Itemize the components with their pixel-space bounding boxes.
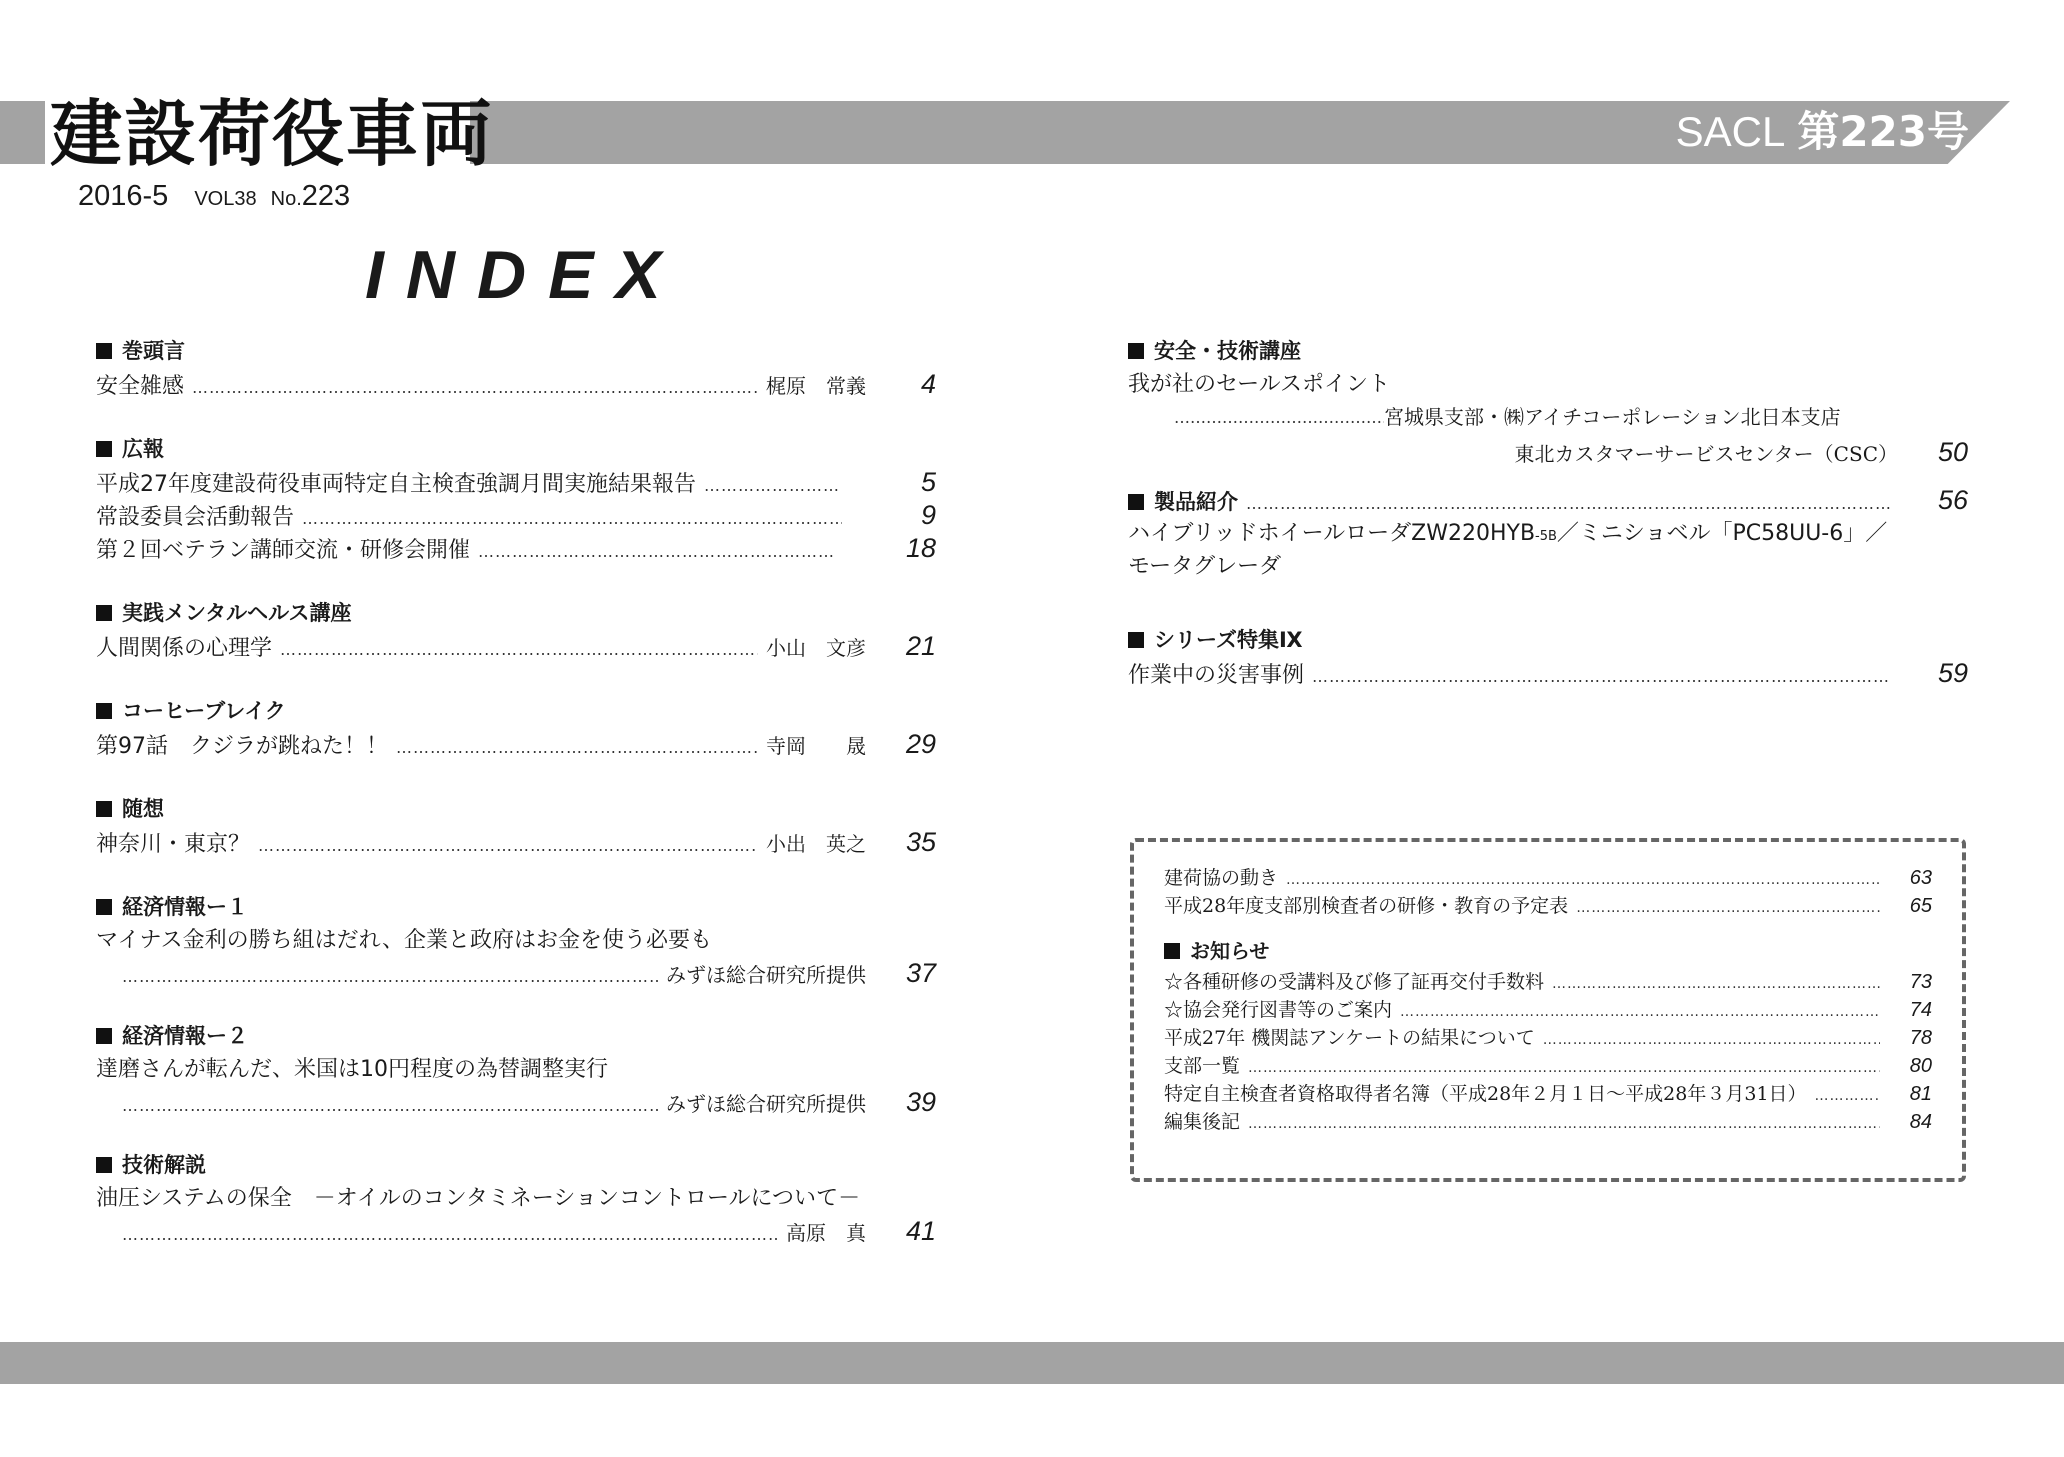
section-products	[1128, 483, 1968, 583]
square-bullet-icon	[96, 605, 112, 621]
square-bullet-icon	[1128, 494, 1144, 510]
section-heading: 経済情報ー１	[96, 890, 936, 924]
section-foreword	[96, 334, 936, 401]
date-line	[78, 178, 350, 217]
left-column	[96, 334, 936, 1248]
box-entry[interactable]: 支部一覧 ………………………………………………………………………………………………………………………………………………………………………………………………………………… 80	[1164, 1052, 1932, 1080]
toc-entry[interactable]: 平成27年度建設荷役車両特定自主検査強調月間実施結果報告 ………………………………………………………………………………………………………………………………………………………………………………………………………………… 5	[96, 466, 936, 499]
toc-entry[interactable]: 神奈川・東京？ ………………………………………………………………………………………………………………………………………………………………………………………………………………… 小出 英之 35	[96, 826, 936, 859]
square-bullet-icon	[96, 1157, 112, 1173]
box-entry[interactable]: ☆各種研修の受講料及び修了証再交付手数料 ………………………………………………………………………………………………………………………………………………………………………………………………………………… 73	[1164, 968, 1932, 996]
square-bullet-icon	[1164, 943, 1180, 959]
section-tech	[96, 1148, 936, 1248]
toc-entry[interactable]: 第２回ベテラン講師交流・研修会開催 ………………………………………………………………………………………………………………………………………………………………………………………………………………… 18	[96, 532, 936, 565]
article-title[interactable]: 我が社のセールスポイント	[1128, 372, 1391, 397]
box-entry[interactable]: ☆協会発行図書等のご案内 ………………………………………………………………………………………………………………………………………………………………………………………………………………… 74	[1164, 996, 1932, 1024]
square-bullet-icon	[96, 343, 112, 359]
section-pr	[96, 432, 936, 565]
volume: VOL38	[194, 188, 257, 210]
box-entry[interactable]: 特定自主検査者資格取得者名簿（平成28年２月１日～平成28年３月31日） ………………………………………………………………………………………………………………………………………………………………………………………………………………… 81	[1164, 1080, 1932, 1108]
toc-entry[interactable]: ………………………………………………………………………………………………………………………………………………………………………………………………………………… みずほ総合研究所提供 37	[96, 957, 936, 990]
toc-entry[interactable]: 製品紹介 ………………………………………………………………………………………………………………………………………………………………………………………………………………… 56	[1128, 483, 1968, 517]
issue-date: 2016-5	[78, 180, 169, 212]
toc-entry[interactable]: 東北カスタマーサービスセンター（CSC） 50	[1514, 437, 1968, 467]
square-bullet-icon	[96, 899, 112, 915]
section-heading: 技術解説	[96, 1148, 936, 1182]
article-title[interactable]: ハイブリッドホイールローダZW220HYB-5B／ミニショベル「PC58UU-6」／	[1128, 521, 1888, 546]
square-bullet-icon	[96, 703, 112, 719]
square-bullet-icon	[1128, 632, 1144, 648]
toc-entry[interactable]: ………………………………………………………………………………………………………………………………………………………………………………………………………………… みずほ総合研究所提供 39	[96, 1086, 936, 1119]
right-column	[1128, 334, 1968, 690]
toc-entry[interactable]: 常設委員会活動報告 ………………………………………………………………………………………………………………………………………………………………………………………………………………… 9	[96, 499, 936, 532]
notice-heading: お知らせ	[1164, 934, 1932, 968]
section-coffee-break	[96, 694, 936, 761]
number-prefix: No.	[270, 188, 302, 210]
issue-label	[1676, 104, 1969, 160]
info-box	[1130, 838, 1966, 1182]
section-heading: コーヒーブレイク	[96, 694, 936, 728]
article-title[interactable]: マイナス金利の勝ち組はだれ、企業と政府はお金を使う必要も	[96, 928, 713, 953]
magazine-title: 建設荷役車両	[50, 92, 495, 176]
org-line: ………………………………………………………………………… 宮城県支部・㈱アイチコーポレーション北日本支店	[1128, 401, 1968, 434]
section-safety	[1128, 334, 1968, 471]
section-heading: 随想	[96, 792, 936, 826]
section-series	[1128, 623, 1968, 690]
box-entry[interactable]: 編集後記 ………………………………………………………………………………………………………………………………………………………………………………………………………………… 84	[1164, 1108, 1932, 1136]
number: 223	[301, 180, 351, 212]
article-title-cont[interactable]: モータグレーダ	[1128, 554, 1282, 579]
section-heading: 実践メンタルヘルス講座	[96, 596, 936, 630]
section-essay	[96, 792, 936, 859]
box-entry[interactable]: 建荷協の動き ………………………………………………………………………………………………………………………………………………………………………………………………………………… 63	[1164, 864, 1932, 892]
toc-entry[interactable]: ………………………………………………………………………………………………………………………………………………………………………………………………………………… 高原 真 41	[96, 1215, 936, 1248]
index-title: INDEX	[365, 237, 683, 313]
toc-entry[interactable]: 安全雑感 ………………………………………………………………………………………………………………………………………………………………………………………………………………… 梶原 常義 4	[96, 368, 936, 401]
footer-band	[0, 1342, 2064, 1384]
square-bullet-icon	[1128, 343, 1144, 359]
section-economy-1	[96, 890, 936, 990]
toc-entry[interactable]: 第97話 クジラが跳ねた！！ ………………………………………………………………………………………………………………………………………………………………………………………………………………… 寺岡 晟 29	[96, 728, 936, 761]
toc-entry[interactable]: 人間関係の心理学 ………………………………………………………………………………………………………………………………………………………………………………………………………………… 小山 文彦 21	[96, 630, 936, 663]
issue-number: 第223号	[1797, 107, 1969, 156]
section-heading: シリーズ特集Ⅸ	[1128, 623, 1968, 657]
article-title[interactable]: 油圧システムの保全 －オイルのコンタミネーションコントロールについて－	[96, 1186, 861, 1211]
box-entry[interactable]: 平成27年 機関誌アンケートの結果について ………………………………………………………………………………………………………………………………………………………………………………………………………………… 78	[1164, 1024, 1932, 1052]
section-heading: 経済情報ー２	[96, 1019, 936, 1053]
toc-entry[interactable]: 作業中の災害事例 ………………………………………………………………………………………………………………………………………………………………………………………………………………… 59	[1128, 657, 1968, 690]
box-entry[interactable]: 平成28年度支部別検査者の研修・教育の予定表 ………………………………………………………………………………………………………………………………………………………………………………………………………………… 65	[1164, 892, 1932, 920]
square-bullet-icon	[96, 1028, 112, 1044]
section-heading: 安全・技術講座	[1128, 334, 1968, 368]
square-bullet-icon	[96, 801, 112, 817]
square-bullet-icon	[96, 441, 112, 457]
article-title[interactable]: 達磨さんが転んだ、米国は10円程度の為替調整実行	[96, 1057, 608, 1082]
section-mental-health	[96, 596, 936, 663]
section-economy-2	[96, 1019, 936, 1119]
section-heading: 巻頭言	[96, 334, 936, 368]
sacl-label: SACL	[1675, 108, 1786, 155]
section-heading: 広報	[96, 432, 936, 466]
